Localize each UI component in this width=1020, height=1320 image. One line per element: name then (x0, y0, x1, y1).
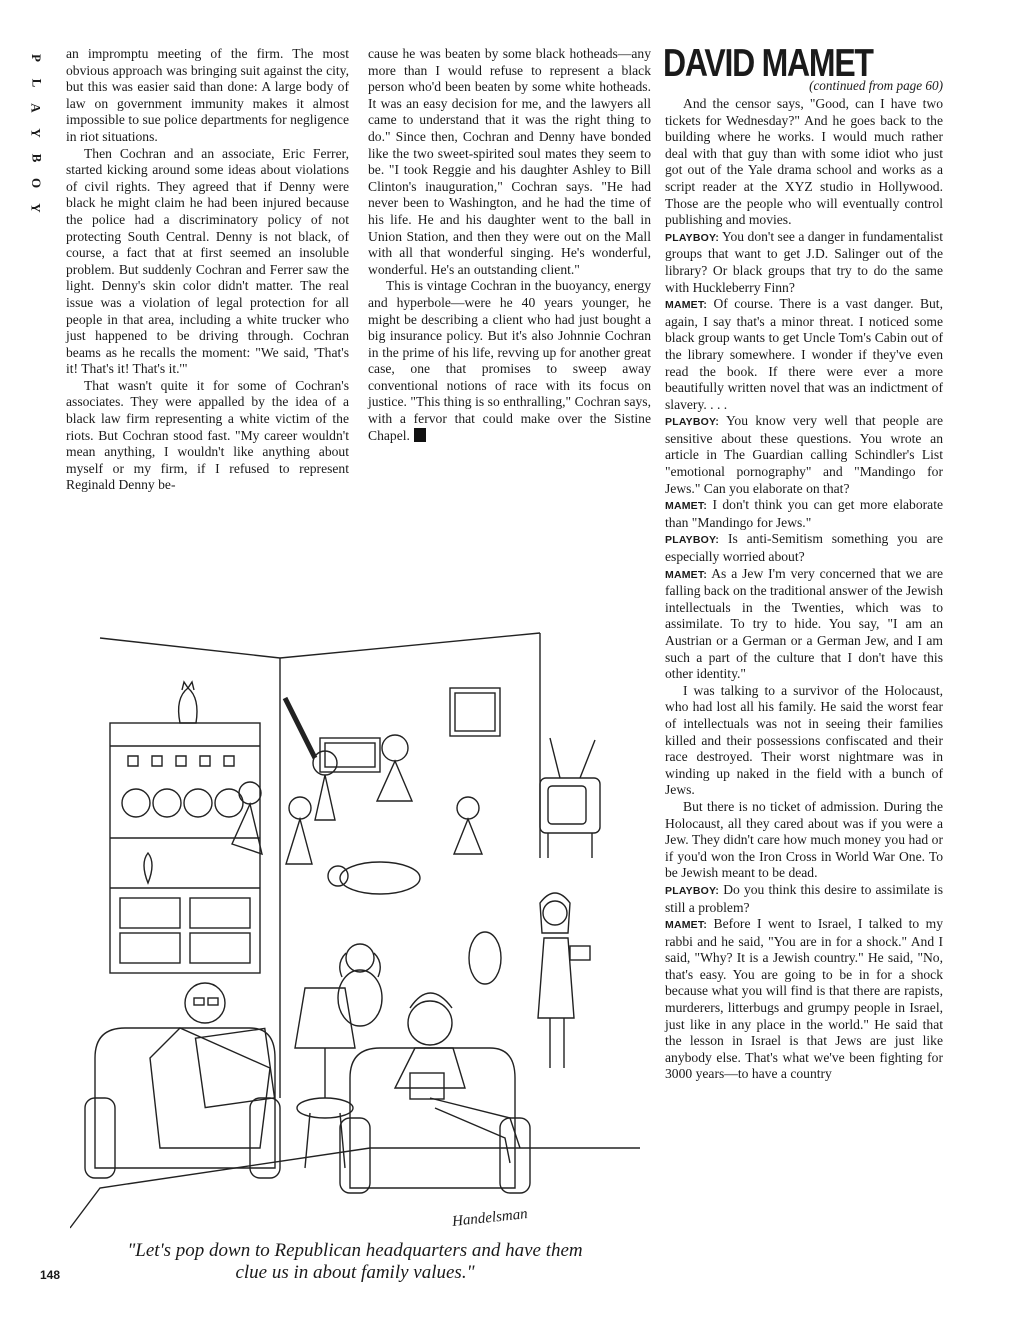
page-number: 148 (40, 1268, 61, 1282)
woman-in-armchair (340, 993, 530, 1193)
speaker-label: PLAYBOY: (665, 416, 720, 429)
logo-letter: Y (28, 128, 44, 138)
television-set (540, 738, 600, 858)
small-pet-figure (469, 932, 501, 984)
paragraph-text: I don't think you can get more elaborate than "Mandingo for Jews." (665, 497, 943, 530)
interview-paragraph (665, 916, 943, 1083)
interview-column (665, 96, 943, 1083)
interview-paragraph (665, 566, 943, 683)
interview-paragraph (665, 413, 943, 497)
paragraph: an impromptu meeting of the firm. The most obvious approach was bringing suit against the city, but this was easier said than done: A large body of law on government immunity makes it almost impossible to sue police departments for negligence in riot situations. (66, 46, 349, 144)
paragraph-text: Is anti-Semitism something you are especially worried about? (665, 531, 943, 565)
table-lamp (295, 988, 355, 1168)
speaker-label: MAMET: (665, 500, 708, 513)
paragraph-text: As a Jew I'm very concerned that we are falling back on the traditional answer of the Jewish intellectuals in the Twenties, which was to assimilate. To try to hide. You say, "I am an Austrian or a German or a German Jew, and I am such a part of the culture that I don't have this other identity." (665, 565, 943, 682)
hutch-cabinet (110, 723, 260, 973)
speaker-label: MAMET: (665, 919, 708, 932)
caption-line: clue us in about family values." (235, 1262, 475, 1283)
article-column-1 (66, 46, 349, 494)
logo-letter: P (28, 54, 44, 62)
logo-letter: Y (28, 203, 44, 213)
speaker-label: PLAYBOY: (665, 534, 720, 547)
paragraph-text: Before I went to Israel, I talked to my rabbi and he said, "You are in for a shock." And I said, "Why? It is a Jewish country." He said, "No, that's easy. You are going to be in for a shock because what you will find is that there are rapists, murderers, litterbugs and grumpy people in Israel, just like in any place in the world." He said that the lesson in Israel is that Jews are just like anybody else. That's what we've been fighting for 3000 years—to have a country (665, 916, 943, 1082)
interview-paragraph (665, 882, 943, 916)
section-headline: DAVID MAMET (663, 42, 873, 85)
interview-paragraph (665, 497, 943, 531)
paragraph-text: And the censor says, "Good, can I have two tickets for Wednesday?" And he goes back to the building where he works. I would much rather deal with that guy than with some idiot who just got out of the Yale drama school and works as a script reader at the XYZ studio in Hollywood. Those are the people who will eventually control publishing and movies. (665, 96, 943, 228)
speaker-label: MAMET: (665, 299, 708, 312)
paragraph-text: I was talking to a survivor of the Holocaust, who had lost all his family. He said the worst fear of intellectuals was not in seeing their families killed and their possessions confiscated and their race destroyed. Their worst nightmare was in winding up naked in the field with a bunch of Jews. (665, 682, 943, 798)
logo-letter: O (29, 177, 44, 189)
interview-paragraph (665, 799, 943, 882)
man-in-armchair (85, 983, 280, 1178)
paragraph-text: Of course. There is a vast danger. But, again, I say that's a minor threat. I noticed some black group wants to get Uncle Tom's Cabin out of the library somewhere. I wonder if they've even read the book. If there were ever a more beautifully written novel that was an indictment of slavery. . . . (665, 296, 943, 412)
paragraph: cause he was beaten by some black hotheads—any more than I would refuse to represent a black person who'd been beaten by some white hotheads. It was an easy decision for me, and the lawyers all came to understand that it was the right thing to do." Since then, Cochran and Denny have bonded like the two sweet-spirited soul mates they seem to be. "I took Reggie and his daughter Ashley to Bill Clinton's inauguration," Cochran says. "He had never been to Washington, and he had the time of his life. He and his daughter went to the ball in Union Station, and then they were out on the Mall with all that wonderful singing. He's wonderful, wonderful. He's an outstanding client." (368, 46, 651, 277)
interview-paragraph (665, 96, 943, 229)
paragraph: That wasn't quite it for some of Cochran's associates. They were appalled by the idea of a black law firm representing a white victim of the riots. But Cochran stood fast. "My career wouldn't mean anything, I wouldn't like anything about myself or my firm, if I refused to represent Reginald Denny be- (66, 377, 349, 493)
paragraph-text: Do you think this desire to assimilate is still a problem? (665, 881, 943, 915)
logo-letter: B (28, 153, 44, 163)
magazine (410, 1073, 444, 1099)
cartoon-caption (70, 1240, 640, 1284)
wall-picture-frame (450, 688, 500, 736)
paragraph-text: You know very well that people are sensitive about these questions. You wrote an article in The Guardian calling Schindler's List "emotional pornography" and "Mandingo for Jews." Can you elaborate on that? (665, 413, 943, 496)
playboy-bunny-end-mark-icon (414, 428, 426, 442)
continued-from-note: (continued from page 60) (809, 78, 943, 93)
article-column-2 (368, 46, 651, 444)
interview-paragraph (665, 683, 943, 799)
speaker-label: MAMET: (665, 568, 708, 581)
playboy-sidebar-logo (26, 50, 46, 216)
paragraph: Then Cochran and an associate, Eric Ferrer, started kicking around some ideas about violations of civil rights. They agreed that if Denny were black he might claim he had been injured because the police had a discriminatory policy of not protecting South Central. Denny is not black, of course, a fact that at first seemed an insoluble problem. But suddenly Cochran and Ferrer saw the light. Denny's skin color didn't matter. The real issue was a violation of legal protection for all people in that area, including a white trucker who just happened to be driving through. Cochran beams as he recalls the moment: "We said, 'That's it! That's it! That's it.'" (66, 145, 349, 377)
logo-letter: L (28, 78, 44, 88)
interview-paragraph (665, 229, 943, 296)
cartoonist-signature: Handelsman (451, 1206, 529, 1230)
paragraph-text: But there is no ticket of admission. During the Holocaust, all they cared about was if you were a Jew. They didn't care how much money you had or if you'd won the Iron Cross in World War One. To be Jewish meant to be dead. (665, 798, 943, 881)
woman-with-camera (538, 893, 590, 1068)
speaker-label: PLAYBOY: (665, 231, 720, 244)
children-fighting (232, 698, 482, 894)
ceiling-line (280, 633, 540, 658)
cartoon-illustration (70, 628, 640, 1238)
interview-paragraph (665, 296, 943, 413)
caption-line: "Let's pop down to Republican headquarters and have them (127, 1240, 583, 1261)
paragraph-text: You don't see a danger in fundamentalist groups that want to get J.D. Salinger out of the library? Or black groups that try to do the same with Huckleberry Finn? (665, 228, 943, 295)
speaker-label: PLAYBOY: (665, 884, 720, 897)
cat-figure (179, 682, 197, 723)
dog-figure (338, 944, 382, 1026)
paragraph: This is vintage Cochran in the buoyancy, energy and hyperbole—were he 40 years younger, he might be describing a client who had just bought a big insurance policy. But it's also Johnnie Cochran in the prime of his life, revving up for another great case, one that promises to sweep away conventional notions of race with its focus on justice. "This thing is so enthralling," Cochran says, with a fervor that could make over the Sistine Chapel. (368, 278, 651, 443)
logo-letter: A (28, 103, 44, 113)
interview-paragraph (665, 531, 943, 565)
